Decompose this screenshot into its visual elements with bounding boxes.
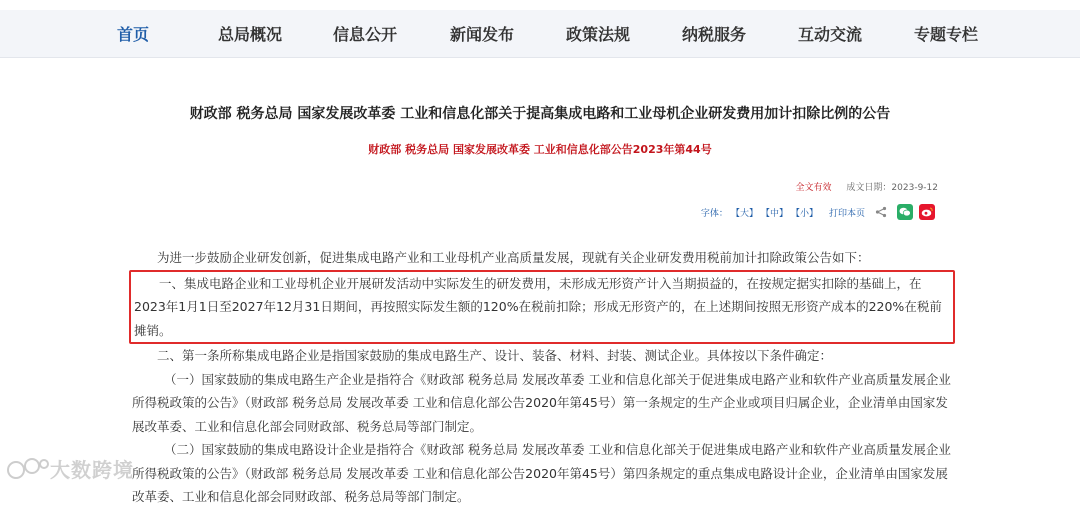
nav-item-topics[interactable]: 专题专栏 (914, 25, 979, 44)
highlighted-clause-1: 一、集成电路企业和工业母机企业开展研发活动中实际发生的研发费用，未形成无形资产计入当期损益的，在按规定据实扣除的基础上，在2023年1月1日至2027年12月31日期间，再按照实际发生额的120%在税前扣除；形成无形资产的，在上述期间按照无形资产成本的220%在税前摊销。 (129, 270, 955, 345)
main-nav (0, 10, 1080, 58)
watermark (6, 454, 134, 483)
share-icon[interactable] (875, 206, 887, 218)
clause-2-item-2: （二）国家鼓励的集成电路设计企业是指符合《财政部 税务总局 发展改革委 工业和信息化部关于促进集成电路产业和软件产业高质量发展企业所得税政策的公告》（财政部 税务总局 发展改革委 工业和信息化部公告2020年第45号）第四条规定的重点集成电路设计企业，企业清单由国家发展改革委、工业和信息化部会同财政部、税务总局等部门制定。 (132, 442, 951, 504)
nav-item-home[interactable]: 首页 (117, 25, 150, 44)
font-small-button[interactable]: 【小】 (790, 208, 818, 219)
clause-2-item-1: （一）国家鼓励的集成电路生产企业是指符合《财政部 税务总局 发展改革委 工业和信息化部关于促进集成电路产业和软件产业高质量发展企业所得税政策的公告》（财政部 税务总局 发展改革委 工业和信息化部公告2020年第45号）第一条规定的生产企业或项目归属企业，企业清单由国家发展改革委、工业和信息化部会同财政部、税务总局等部门制定。 (132, 371, 951, 434)
clause-2: 二、第一条所称集成电路企业是指国家鼓励的集成电路生产、设计、装备、材料、封装、测试企业。具体按以下条件确定： (157, 348, 833, 363)
font-size-label: 字体： (700, 208, 728, 219)
font-medium-button[interactable]: 【中】 (760, 208, 788, 219)
print-button[interactable]: 打印本页 (828, 208, 865, 219)
top-strip (0, 0, 1080, 10)
intro-paragraph: 为进一步鼓励企业研发创新，促进集成电路产业和工业母机产业高质量发展，现就有关企业研发费用税前加计扣除政策公告如下： (157, 250, 870, 265)
document-number: 财政部 税务总局 国家发展改革委 工业和信息化部公告2023年第44号 (368, 143, 712, 156)
validity-status: 全文有效 (795, 183, 832, 193)
nav-item-policy[interactable]: 政策法规 (566, 25, 631, 44)
watermark-text: 大数跨境 (50, 458, 134, 482)
article-meta (796, 180, 938, 193)
nav-item-tax-service[interactable]: 纳税服务 (682, 25, 747, 44)
nav-item-interaction[interactable]: 互动交流 (798, 25, 863, 44)
nav-item-news[interactable]: 新闻发布 (450, 25, 515, 44)
wechat-share-icon[interactable] (897, 204, 913, 220)
article-date: 2023-9-12 (891, 183, 938, 193)
date-label: 成文日期： (846, 183, 892, 193)
font-large-button[interactable]: 【大】 (730, 208, 758, 219)
article-body (132, 246, 952, 509)
article-title: 财政部 税务总局 国家发展改革委 工业和信息化部关于提高集成电路和工业母机企业研发费用加计扣除比例的公告 (189, 106, 891, 122)
watermark-logo-icon (6, 456, 50, 482)
nav-item-info-disclosure[interactable]: 信息公开 (333, 25, 398, 44)
article-tools (701, 204, 935, 220)
weibo-share-icon[interactable] (919, 204, 935, 220)
nav-item-overview[interactable]: 总局概况 (218, 25, 283, 44)
